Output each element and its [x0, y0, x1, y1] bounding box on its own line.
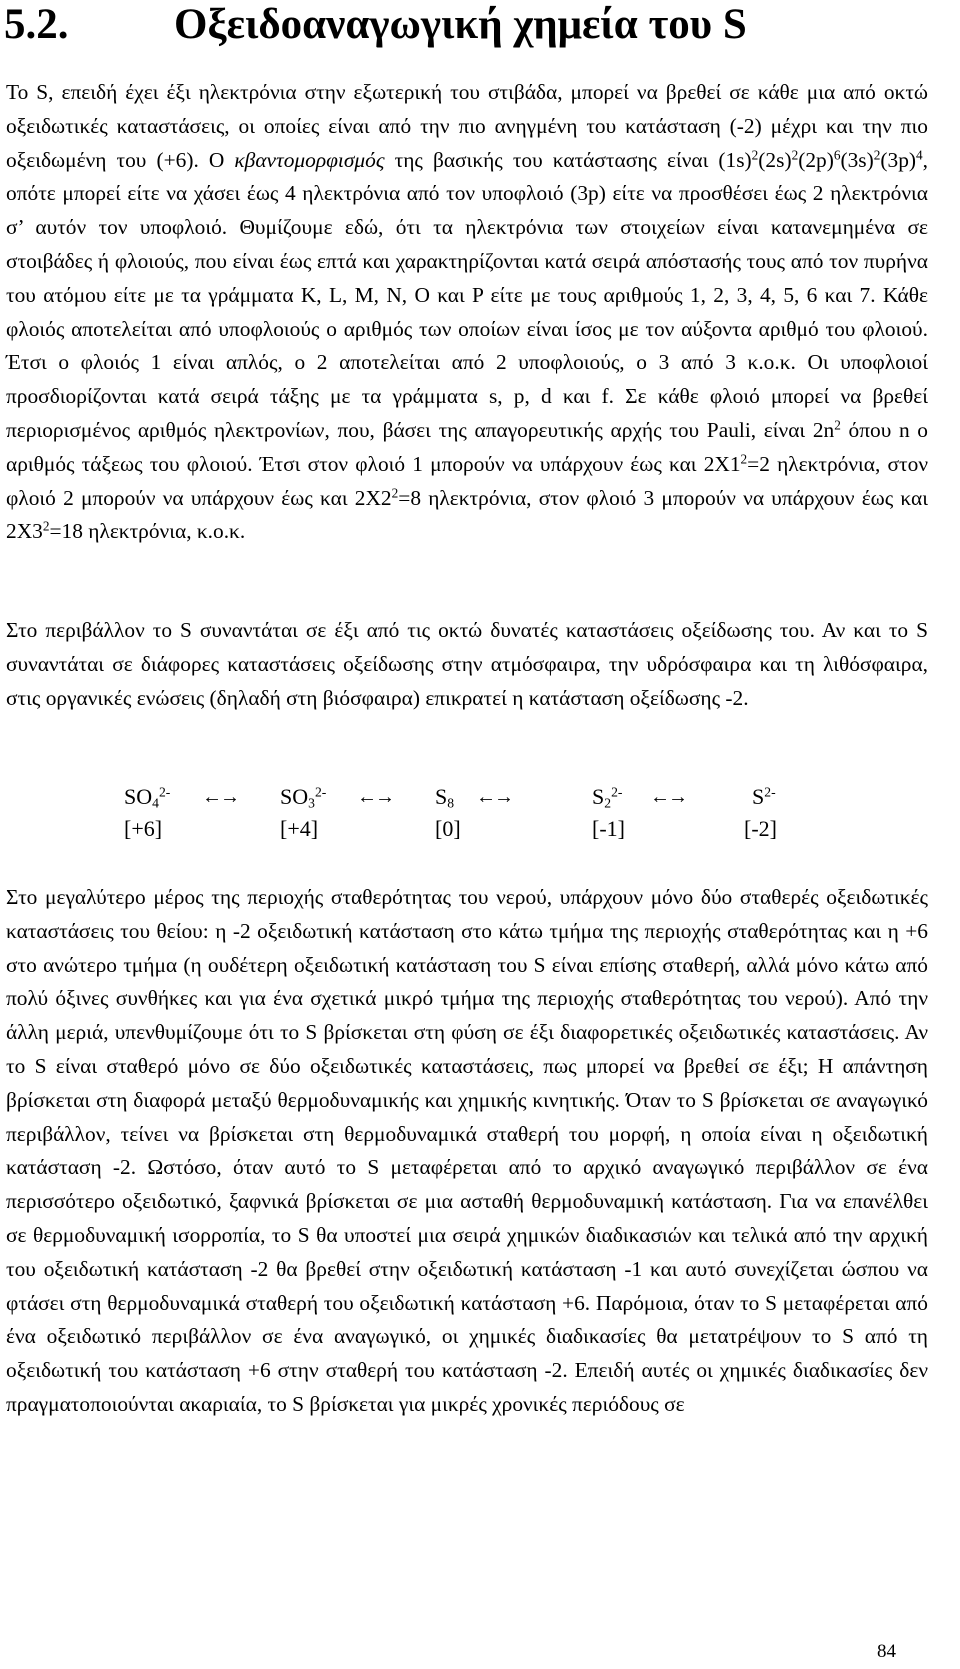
- equilibrium-arrow: ←→: [650, 786, 686, 808]
- section-title: Οξειδοαναγωγική χημεία του S: [174, 1, 747, 48]
- species-elemental-sulfur: $S_8$: [435, 784, 455, 811]
- paragraph-electron-configuration: Το S, επειδή έχει έξι ηλεκτρόνια στην εξωτερική του στιβάδα, μπορεί να βρεθεί σε κάθε μια από οκτώ οξειδωτικές καταστάσεις, οι οποίες είναι από την πιο ανηγμένη του κατάσταση (-2) μέχρι και την πιο οξειδωμένη του (+6). Ο κβαντομορφισμός της βασικής του κατάστασης είναι $(1s)^2(2s)^2(2p)^6(3s)^2(3p)^4$, οπότε μπορεί είτε να χάσει έως 4 ηλεκτρόνια από τον υποφλοιό (3p) είτε να προσθέσει έως 2 ηλεκτρόνια σ’ αυτόν τον υποφλοιό. Θυμίζουμε εδώ, ότι τα ηλεκτρόνια των στοιχείων είναι κατανεμημένα σε στοιβάδες ή φλοιούς, που είναι έως επτά και χαρακτηρίζονται κατά σειρά απόστασής τους από τον πυρήνα του ατόμου είτε με τα γράμματα K, L, M, N, O και P είτε με τους αριθμούς 1, 2, 3, 4, 5, 6 και 7. Κάθε φλοιός αποτελείται από υποφλοιούς ο αριθμός των οποίων είναι ίσος με τον αύξοντα αριθμό του φλοιού. Έτσι ο φλοιός 1 είναι απλός, ο 2 αποτελείται από 2 υποφλοιούς, ο 3 από 3 κ.ο.κ. Οι υποφλοιοί προσδιορίζονται κατά σειρά τάξης με τα γράμματα s, p, d και f. Σε κάθε φλοιό μπορεί να βρεθεί περιορισμένος αριθμός ηλεκτρονίων, που, βάσει της απαγορευτικής αρχής του Pauli, είναι $2n^2$ όπου n ο αριθμός τάξεως του φλοιού. Έτσι στον φλοιό 1 μπορούν να υπάρχουν έως και $2X1^2=2$ ηλεκτρόνια, στον φλοιό 2 μπορούν να υπάρχουν έως και $2X2^2=8$ ηλεκτρόνια, στον φλοιό 3 μπορούν να υπάρχουν έως και $2X3^2=18$ ηλεκτρόνια, κ.ο.κ.: [6, 80, 929, 544]
- paragraph-water-stability: Στο μεγαλύτερο μέρος της περιοχής σταθερότητας του νερού, υπάρχουν μόνο δύο σταθερές οξειδωτικές καταστάσεις του θείου: η -2 οξειδωτική κατάσταση στο κάτω τμήμα της περιοχής σταθερότητας και η +6 στο ανώτερο τμήμα (η ουδέτερη οξειδωτική κατάσταση του S είναι επίσης σταθερή, αλλά μόνο κάτω από πολύ όξινες συνθήκες και για ένα σχετικά μικρό τμήμα της περιοχής σταθερότητας του νερού). Από την άλλη μεριά, υπενθυμίζουμε ότι το S βρίσκεται στη φύση σε έξι διαφορετικές οξειδωτικές καταστάσεις. Αν το S είναι σταθερό μόνο σε δύο οξειδωτικές καταστάσεις, πως μπορεί να βρεθεί σε έξι; Η απάντηση βρίσκεται στη διαφορά μεταξύ θερμοδυναμικής και χημικής κινητικής. Όταν το S βρίσκεται σε αναγωγικό περιβάλλον, τείνει να βρίσκεται στη θερμοδυναμικά σταθερή του μορφή, η οποία είναι η οξειδωτική κατάσταση -2. Ωστόσο, όταν αυτό το S μεταφέρεται από το αρχικό αναγωγικό περιβάλλον σε ένα περισσότερο οξειδωτικό, ξαφνικά βρίσκεται σε μια ασταθή θερμοδυναμική κατάσταση. Για να επανέλθει σε θερμοδυναμική ισορροπία, το S θα υποστεί μια σειρά χημικών διαδικασιών και τελικά από την αρχική του οξειδωτική κατάσταση -2 θα βρεθεί στην οξειδωτική κατάσταση -1 και αυτό συνεχίζεται ώσπου να φτάσει στη θερμοδυναμικά σταθερή του οξειδωτική κατάσταση +6. Παρόμοια, όταν το S μεταφέρεται από ένα οξειδωτικό περιβάλλον σε ένα αναγωγικό, οι χημικές διαδικασίες θα μετατρέψουν το S από τη οξειδωτική του κατάσταση +6 στην σταθερή του κατάσταση -2. Επειδή αυτές οι χημικές διαδικασίες δεν πραγματοποιούνται ακαριαία, το S βρίσκεται για μικρές χρονικές περιόδους σε: [6, 885, 928, 1416]
- oxidation-state-label: [+4]: [280, 816, 319, 841]
- equilibrium-arrow: ←→: [476, 786, 512, 808]
- paragraph-environment-states: Στο περιβάλλον το S συναντάται σε έξι από τις οκτώ δυνατές καταστάσεις οξείδωσης του. Αν και το S συναντάται σε διάφορες καταστάσεις οξείδωσης στην ατμόσφαιρα, την υδρόσφαιρα και τη λιθόσφαιρα, στις οργανικές ενώσεις (δηλαδή στη βιόσφαιρα) επικρατεί η κατάσταση οξείδωσης -2.: [6, 618, 928, 710]
- equilibrium-arrow: ←→: [202, 786, 238, 808]
- oxidation-state-label: [-2]: [744, 816, 777, 841]
- page-number: 84: [877, 1641, 896, 1662]
- species-sulfate: $SO_4^{2-}$: [124, 784, 171, 811]
- emphasis-term: κβαντομορφισμός: [234, 147, 385, 172]
- oxidation-states-scheme: [0, 782, 960, 862]
- species-disulfide: $S_2^{2-}$: [592, 784, 623, 811]
- oxidation-state-label: [-1]: [592, 816, 625, 841]
- oxidation-state-label: [0]: [435, 816, 461, 841]
- species-sulfite: $SO_3^{2-}$: [280, 784, 327, 811]
- section-number: 5.2.: [4, 1, 69, 48]
- oxidation-state-label: [+6]: [124, 816, 163, 841]
- equilibrium-arrow: ←→: [357, 786, 393, 808]
- section-heading: [4, 0, 747, 50]
- species-sulfide: $S^{2-}$: [752, 784, 776, 809]
